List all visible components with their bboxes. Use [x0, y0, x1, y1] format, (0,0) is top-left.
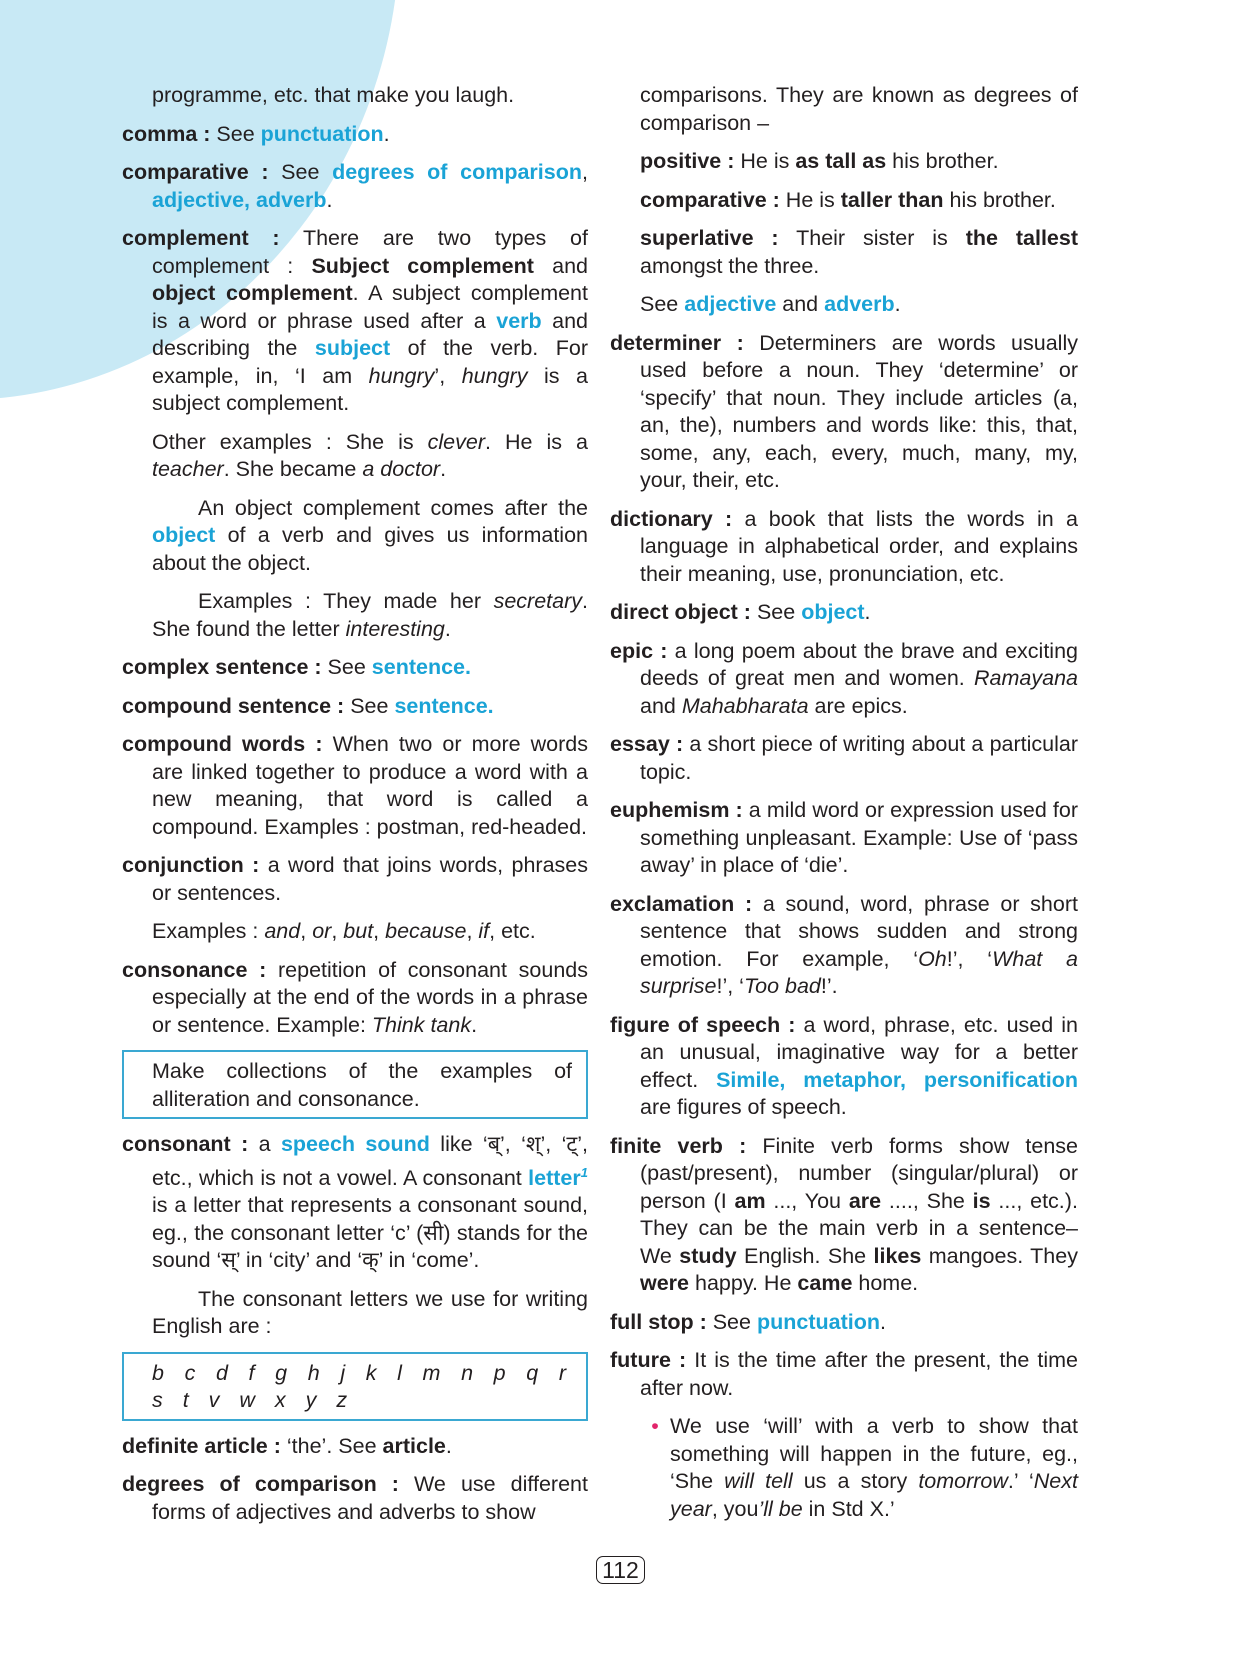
- entry-determiner: [610, 330, 1078, 495]
- punct: .: [445, 1433, 452, 1458]
- entry-term: future :: [610, 1348, 687, 1372]
- bold-text: am: [734, 1188, 766, 1213]
- link-degrees-of-comparison[interactable]: degrees of comparison: [332, 160, 582, 184]
- text: Finite verb forms show tense (past/present), number (singular/plural) or person (I: [640, 1133, 1078, 1213]
- link-object[interactable]: object: [152, 523, 216, 547]
- entry-term: definite article :: [122, 1433, 281, 1458]
- bold-text: study: [679, 1243, 737, 1268]
- punct: ,: [581, 160, 588, 184]
- left-column: [122, 82, 588, 1537]
- text: and: [640, 693, 676, 718]
- definition-text: It is the time after the present, the time after now.: [640, 1348, 1078, 1400]
- entry-consonance: [122, 957, 588, 1040]
- see-text: See: [281, 160, 320, 184]
- punct: ,: [466, 919, 473, 943]
- text: Their sister is: [796, 226, 948, 250]
- text: Examples : They made her: [198, 589, 481, 613]
- italic-text: if: [478, 919, 490, 943]
- entry-epic: [610, 638, 1078, 721]
- text: ...., She: [888, 1188, 965, 1213]
- text: are epics.: [814, 693, 908, 718]
- text: .: [440, 457, 447, 481]
- text: !’, ‘: [946, 946, 993, 971]
- bold-text: object complement: [152, 281, 353, 305]
- text: . A subject complement is a word or phrase used after a: [152, 281, 588, 333]
- text: of a verb and gives us information about the object.: [152, 523, 588, 575]
- punct: .: [879, 1309, 886, 1334]
- entry-dictionary: [610, 506, 1078, 589]
- conjunction-examples: [122, 918, 588, 946]
- bold-text: likes: [873, 1243, 922, 1268]
- page-number: [0, 1557, 1241, 1584]
- punct: .: [864, 600, 871, 624]
- entry-term: complement :: [122, 226, 280, 250]
- text: and: [782, 292, 819, 316]
- see-text: See: [350, 693, 389, 718]
- link-sentence[interactable]: sentence.: [371, 655, 471, 679]
- entry-term: essay :: [610, 732, 684, 756]
- link-punctuation[interactable]: punctuation: [260, 121, 384, 146]
- entry-term: comparative :: [640, 187, 780, 212]
- entry-term: dictionary :: [610, 506, 733, 531]
- see-adjective-adverb: [610, 291, 1078, 319]
- link-object[interactable]: object: [801, 600, 865, 624]
- text: ..., You: [773, 1188, 841, 1213]
- entry-euphemism: [610, 797, 1078, 880]
- punct: ,: [300, 919, 307, 943]
- entry-term: compound words :: [122, 732, 323, 756]
- link-adverb[interactable]: adverb: [824, 292, 895, 316]
- entry-term: superlative :: [640, 226, 779, 250]
- text: .’ ‘: [1007, 1469, 1034, 1493]
- entry-comma: [122, 121, 588, 149]
- bold-text: are: [848, 1188, 882, 1213]
- italic-text: but: [343, 919, 374, 943]
- bullet-icon: •: [651, 1414, 659, 1438]
- bold-text: came: [797, 1271, 853, 1295]
- entry-exclamation: [610, 891, 1078, 1001]
- italic-text: interesting: [345, 616, 445, 641]
- entry-term: degrees of comparison :: [122, 1472, 399, 1497]
- entry-term: figure of speech :: [610, 1012, 796, 1037]
- other-examples: [122, 429, 588, 484]
- bold-text: is: [972, 1188, 991, 1213]
- italic-text: will tell: [724, 1469, 793, 1493]
- entry-term: determiner :: [610, 330, 744, 355]
- link-sentence[interactable]: sentence.: [394, 693, 494, 718]
- link-subject[interactable]: subject: [314, 336, 391, 360]
- text: Examples :: [152, 919, 259, 943]
- see-text: See: [712, 1309, 751, 1334]
- text: English. She: [744, 1243, 867, 1268]
- bold-text: taller than: [840, 187, 944, 212]
- object-complement-examples: [122, 588, 588, 643]
- entry-essay: [610, 731, 1078, 786]
- text: us a story: [803, 1469, 908, 1493]
- entry-comparative: [122, 159, 588, 214]
- text: is a subject complement.: [152, 363, 588, 415]
- entry-term: positive :: [640, 149, 735, 173]
- text: , you: [711, 1496, 759, 1521]
- footnote-marker: 1: [580, 1164, 588, 1180]
- bold-text: were: [640, 1271, 690, 1295]
- text: happy. He: [695, 1271, 792, 1295]
- italic-text: Ramayana: [974, 666, 1079, 690]
- italic-text: and: [264, 919, 301, 943]
- text: There are two types of complement :: [152, 226, 588, 278]
- link-punctuation[interactable]: punctuation: [756, 1309, 880, 1334]
- text: is a letter that represents a consonant sound, eg., the consonant letter ‘c’ (सी) stands for the sound ‘स्’ in ‘city’ and ‘क्’ in ‘come’.: [152, 1193, 588, 1273]
- punct: .: [894, 292, 901, 316]
- italic-text: Think tank: [371, 1012, 472, 1037]
- italic-text: ’ll be: [758, 1496, 803, 1521]
- italic-text: Mahabharata: [681, 693, 809, 718]
- entry-term: consonance :: [122, 957, 267, 982]
- page-number-label: 112: [596, 1556, 645, 1584]
- text: in Std X.’: [808, 1496, 895, 1521]
- humour-continuation: programme, etc. that make you laugh.: [152, 83, 515, 107]
- definition-text: a book that lists the words in a language in alphabetical order, and explains their meaning, use, pronunciation, etc.: [640, 506, 1078, 586]
- italic-text: a doctor: [362, 457, 441, 481]
- entry-term: comparative :: [122, 160, 269, 184]
- text: . She found the letter: [152, 589, 588, 641]
- entry-term: epic :: [610, 638, 668, 663]
- consonant-letters-intro: The consonant letters we use for writing English are :: [152, 1286, 588, 1339]
- entry-term: consonant :: [122, 1132, 249, 1156]
- italic-text: Oh: [918, 946, 947, 971]
- text: home.: [858, 1271, 919, 1295]
- text: are figures of speech.: [640, 1095, 847, 1119]
- entry-complex-sentence: [122, 654, 588, 682]
- italic-text: Too bad: [743, 974, 821, 998]
- text: He is: [740, 149, 790, 173]
- bold-text: as tall as: [795, 149, 887, 173]
- entry-term: exclamation :: [610, 891, 753, 916]
- link-adjective[interactable]: adjective,: [152, 187, 250, 212]
- text: . She became: [223, 457, 357, 481]
- definition-text: a word that joins words, phrases or sentences.: [152, 853, 588, 905]
- italic-text: because: [385, 919, 467, 943]
- link-adverb[interactable]: adverb: [255, 187, 327, 212]
- text: mangoes. They: [928, 1243, 1078, 1268]
- text: a word, phrase, etc. used in an unusual, imaginative way for a better effect.: [640, 1012, 1078, 1092]
- degree-superlative: [610, 225, 1078, 280]
- italic-text: hungry: [461, 363, 528, 388]
- punct: .: [383, 121, 390, 146]
- definition-text: a short piece of writing about a particular topic.: [640, 732, 1078, 784]
- text: ‘the’. See: [286, 1433, 377, 1458]
- definition-text: a mild word or expression used for something unpleasant. Example: Use of ‘pass away’ in place of ‘die’.: [640, 798, 1078, 877]
- entry-finite-verb: [610, 1133, 1078, 1298]
- italic-text: Next year: [670, 1469, 1078, 1521]
- text: An object complement comes after the: [198, 495, 588, 520]
- text: . He is a: [485, 429, 588, 454]
- object-complement-paragraph: [122, 495, 588, 578]
- punct: ,: [373, 919, 380, 943]
- text: We use ‘will’ with a verb to show that something will happen in the future, eg., ‘She: [670, 1414, 1078, 1493]
- italic-text: teacher: [152, 457, 224, 481]
- bold-text: article: [382, 1433, 446, 1458]
- punct: ,: [331, 919, 338, 943]
- definition-text: repetition of consonant sounds especially at the end of the words in a phrase or sentence. Example:: [152, 957, 589, 1037]
- entry-direct-object: [610, 599, 1078, 627]
- bold-text: Subject complement: [311, 253, 534, 278]
- right-column: [610, 82, 1078, 1534]
- punct: .: [326, 187, 333, 212]
- italic-text: clever: [427, 429, 485, 454]
- italic-text: or: [312, 919, 332, 943]
- entry-term: comma :: [122, 121, 211, 146]
- text: his brother.: [949, 187, 1056, 212]
- text: of the verb. For example, in, ‘I am: [152, 336, 588, 388]
- definition-text: Determiners are words usually used before a noun. They ‘determine’ or ‘specify’ that noun. They include articles (a, an, the), numbers and words like: this, that, some, any, each, every, much, many, my, your, their, etc.: [640, 330, 1078, 492]
- see-text: See: [216, 121, 255, 146]
- link-speech-sound[interactable]: speech sound: [280, 1132, 430, 1156]
- degree-positive: [610, 148, 1078, 176]
- entry-term: finite verb :: [610, 1133, 747, 1158]
- entry-figure-of-speech: [610, 1012, 1078, 1122]
- punct: .: [471, 1012, 478, 1037]
- entry-consonant: [122, 1131, 588, 1275]
- link-simile-metaphor-personification[interactable]: Simile, metaphor, personification: [716, 1067, 1078, 1092]
- entry-full-stop: [610, 1309, 1078, 1337]
- text: his brother.: [892, 149, 999, 173]
- text: .: [444, 616, 451, 641]
- activity-box: Make collections of the examples of alliteration and consonance.: [122, 1050, 588, 1119]
- definition-text: We use different forms of adjectives and adverbs to show: [152, 1472, 588, 1524]
- consonant-letters-box: b c d f g h j k l m n p q r s t v w x y z: [122, 1352, 588, 1421]
- italic-text: secretary: [493, 589, 583, 613]
- entry-complement: [122, 225, 588, 418]
- italic-text: hungry: [368, 363, 435, 388]
- text: Other examples : She is: [152, 429, 414, 454]
- entry-term: full stop :: [610, 1309, 707, 1334]
- see-text: See: [327, 655, 366, 679]
- text: !’, ‘: [716, 974, 744, 998]
- text: and describing the: [152, 308, 588, 360]
- text: ’,: [434, 363, 446, 388]
- entry-definite-article: [122, 1433, 588, 1461]
- link-adjective[interactable]: adjective: [684, 292, 777, 316]
- text: ..., etc.). They can be the main verb in a sentence– We: [640, 1188, 1078, 1268]
- future-bullet: [610, 1413, 1078, 1523]
- entry-term: conjunction :: [122, 853, 260, 877]
- text: and: [552, 253, 588, 278]
- entry-future: [610, 1347, 1078, 1402]
- entry-compound-words: [122, 731, 588, 841]
- see-text: See: [756, 600, 796, 624]
- text: a long poem about the brave and exciting deeds of great men and women.: [640, 638, 1078, 690]
- text: a: [258, 1132, 271, 1156]
- text: like ‘ब्’, ‘श्’, ‘ट्’, etc., which is not a vowel. A consonant: [152, 1132, 588, 1190]
- text: amongst the three.: [640, 253, 820, 278]
- text: , etc.: [489, 919, 536, 943]
- link-letter[interactable]: letter: [528, 1165, 581, 1190]
- link-verb[interactable]: verb: [496, 308, 542, 333]
- entry-compound-sentence: [122, 693, 588, 721]
- text: He is: [785, 187, 835, 212]
- text: See: [640, 292, 679, 316]
- entry-degrees-of-comparison: [122, 1471, 588, 1526]
- degree-comparative: [610, 187, 1078, 215]
- italic-text: tomorrow: [918, 1469, 1008, 1493]
- bold-text: the tallest: [965, 226, 1078, 250]
- degrees-continuation: comparisons. They are known as degrees of comparison –: [640, 83, 1078, 135]
- entry-conjunction: [122, 852, 588, 907]
- entry-term: complex sentence :: [122, 655, 322, 679]
- definition-text: When two or more words are linked together to produce a word with a new meaning, that word is called a compound. Examples : postman, red-headed.: [152, 732, 589, 839]
- text: a sound, word, phrase or short sentence that shows sudden and strong emotion. For example, ‘: [640, 891, 1078, 971]
- entry-term: euphemism :: [610, 798, 743, 822]
- italic-text: What a surprise: [640, 946, 1078, 998]
- text: !’.: [820, 974, 838, 998]
- entry-term: compound sentence :: [122, 693, 345, 718]
- entry-term: direct object :: [610, 600, 751, 624]
